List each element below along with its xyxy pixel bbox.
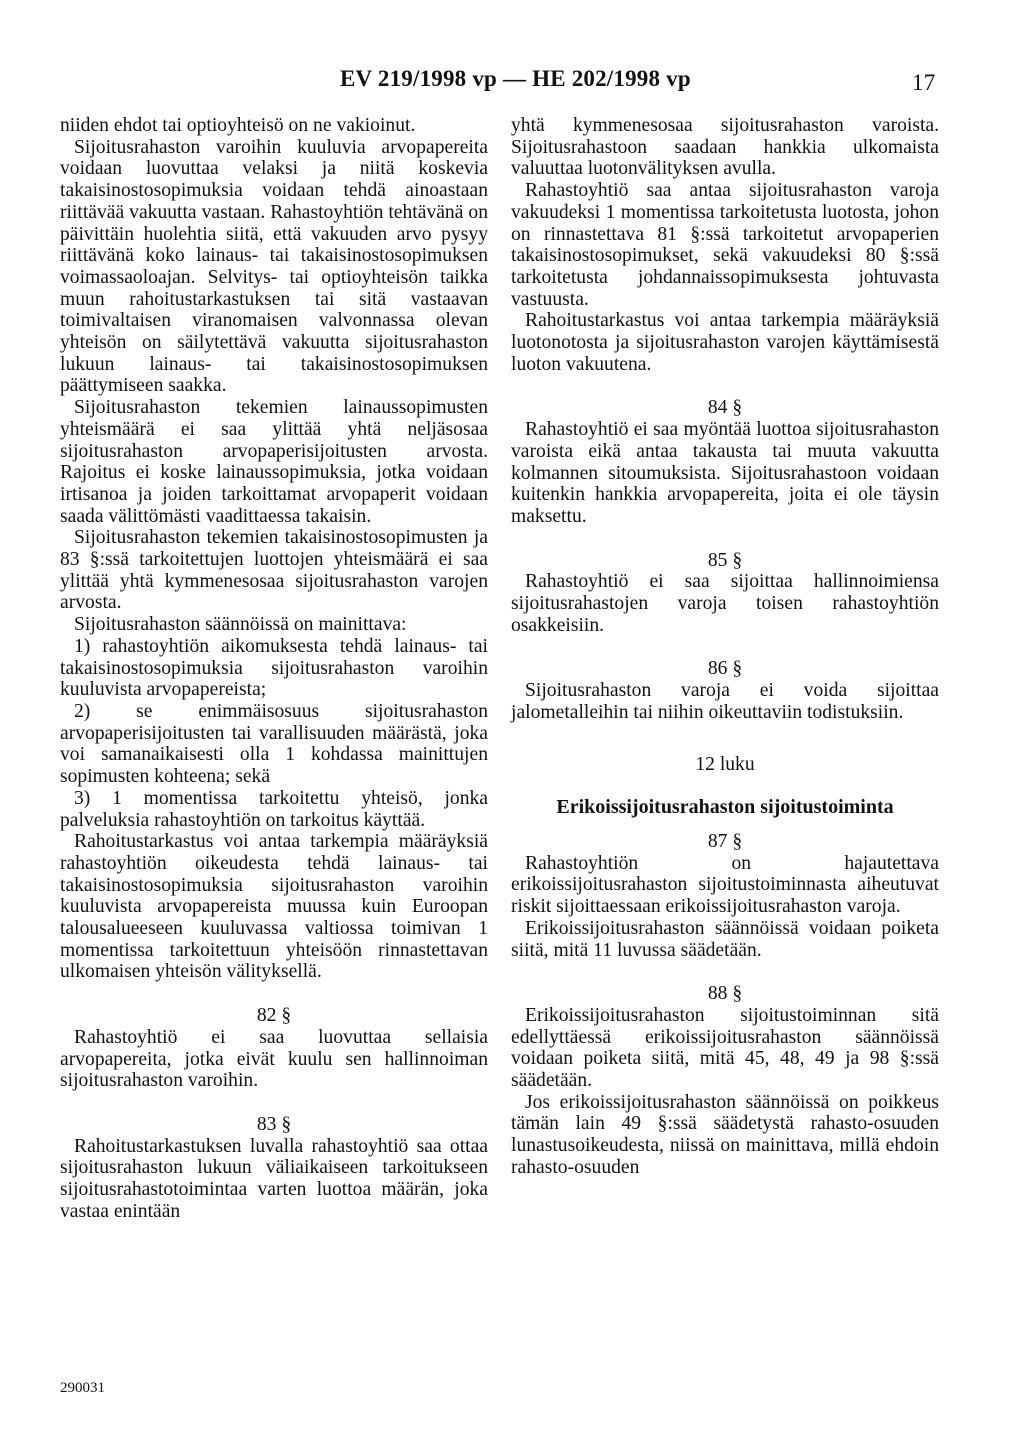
paragraph: Rahastoyhtiön on hajautettava erikoissijoitusrahaston sijoitustoiminnasta aiheutuvat riskit sijoittaessaan erikoissijoitusrahaston varoja. bbox=[511, 852, 939, 918]
list-item: 3) 1 momentissa tarkoitettu yhteisö, jonka palveluksia rahastoyhtiön on tarkoitus käyttää. bbox=[60, 787, 488, 831]
document-title: EV 219/1998 vp — HE 202/1998 vp bbox=[340, 66, 691, 91]
paragraph: Rahastoyhtiö ei saa myöntää luottoa sijoitusrahaston varoista eikä antaa takausta tai muuta vakuutta kolmannen sitoumuksista. Sijoitusrahastoon voidaan kuitenkin hankkia arvopapereita, joita ei ole täysin maksettu. bbox=[511, 419, 939, 527]
chapter-title: Erikoissijoitusrahaston sijoitustoiminta bbox=[556, 796, 894, 819]
right-column bbox=[511, 115, 939, 1179]
section-heading: 85 § bbox=[707, 549, 743, 571]
paragraph: Rahastoyhtiö ei saa luovuttaa sellaisia arvopapereita, jotka eivät kuulu sen hallinnoiman sijoitusrahaston varoihin. bbox=[60, 1026, 488, 1092]
paragraph: Rahastoyhtiö saa antaa sijoitusrahaston varoja vakuudeksi 1 momentissa tarkoitetusta luotosta, johon on rinnastettava 81 §:ssä tarkoitetut arvopaperien takaisinostosopimukset, sekä vakuudeksi 80 §:ssä tarkoitetusta johdannaissopimuksesta johtuvasta vastuusta. bbox=[511, 180, 939, 310]
paragraph: Erikoissijoitusrahaston säännöissä voidaan poiketa siitä, mitä 11 luvussa säädetään. bbox=[511, 917, 939, 961]
paragraph: Rahoitustarkastuksen luvalla rahastoyhtiö saa ottaa sijoitusrahaston lukuun väliaikaiseen tarkoitukseen sijoitusrahastotoimintaa varten luottoa määrän, joka vastaa enintään bbox=[60, 1135, 488, 1222]
paragraph: Sijoitusrahaston tekemien takaisinostosopimusten ja 83 §:ssä tarkoitettujen luottojen yhteismäärä ei saa ylittää yhtä kymmenesosaa sijoitusrahaston varojen arvosta. bbox=[60, 527, 488, 614]
section-heading: 88 § bbox=[707, 983, 743, 1005]
section-heading: 82 § bbox=[256, 1005, 292, 1027]
chapter-number: 12 luku bbox=[695, 753, 755, 775]
paragraph: Sijoitusrahaston säännöissä on mainittava: bbox=[74, 614, 407, 636]
paragraph: Jos erikoissijoitusrahaston säännöissä on poikkeus tämän lain 49 §:ssä säädetystä rahasto-osuuden lunastusoikeudesta, niissä on mainittava, millä ehdoin rahasto-osuuden bbox=[511, 1091, 939, 1178]
section-heading: 84 § bbox=[707, 397, 743, 419]
left-column bbox=[60, 115, 488, 1222]
paragraph: yhtä kymmenesosaa sijoitusrahaston varoista. Sijoitusrahastoon saadaan hankkia ulkomaista valuuttaa luotonvälityksen avulla. bbox=[511, 115, 939, 180]
paragraph: Sijoitusrahaston varoja ei voida sijoittaa jalometalleihin tai niihin oikeuttaviin todistuksiin. bbox=[511, 680, 939, 723]
list-item: 2) se enimmäisosuus sijoitusrahaston arvopaperisijoitusten tai varallisuuden määrästä, joka voi samanaikaisesti olla 1 kohdassa mainittujen sopimusten kohteena; sekä bbox=[60, 700, 488, 788]
section-heading: 87 § bbox=[707, 830, 743, 852]
page-number: 17 bbox=[912, 70, 936, 95]
section-heading: 86 § bbox=[707, 658, 743, 680]
paragraph: niiden ehdot tai optioyhteisö on ne vakioinut. bbox=[60, 115, 416, 136]
paragraph: Rahastoyhtiö ei saa sijoittaa hallinnoimiensa sijoitusrahastojen varoja toisen rahastoyhtiön osakkeisiin. bbox=[511, 571, 939, 636]
paragraph: Erikoissijoitusrahaston sijoitustoiminnan sitä edellyttäessä erikoissijoitusrahaston säännöissä voidaan poiketa siitä, mitä 45, 48, 49 ja 98 §:ssä säädetään. bbox=[511, 1004, 939, 1092]
print-code: 290031 bbox=[60, 1380, 105, 1396]
section-heading: 83 § bbox=[256, 1113, 292, 1135]
paragraph: Rahoitustarkastus voi antaa tarkempia määräyksiä rahastoyhtiön oikeudesta tehdä lainaus- tai takaisinostosopimuksia sijoitusrahaston varoihin kuuluvista arvopapereista muussa kuin Euroopan talousalueeseen kuuluvassa valtiossa toimivan 1 momentissa tarkoitettuun yhteisöön rinnastettavan ulkomaisen yhteisön välityksellä. bbox=[60, 831, 488, 983]
paragraph: Sijoitusrahaston varoihin kuuluvia arvopapereita voidaan luovuttaa velaksi ja niitä koskevia takaisinostosopimuksia voidaan tehdä ainoastaan riittävää vakuutta vastaan. Rahastoyhtiön tehtävänä on päivittäin huolehtia siitä, että vakuuden arvo pysyy riittävänä koko lainaus- tai takaisinostosopimuksen voimassaoloajan. Selvitys- tai optioyhteisön taikka muun rahoitustarkastuksen tai sitä vastaavan toimivaltaisen viranomaisen valvonnassa olevan yhteisön on säilytettävä vakuutta sijoitusrahaston lukuun lainaus- tai takaisinostosopimuksen päättymiseen saakka. bbox=[60, 136, 488, 397]
paragraph: Sijoitusrahaston tekemien lainaussopimusten yhteismäärä ei saa ylittää yhtä neljäsosaa sijoitusrahaston arvopaperisijoitusten arvosta. Rajoitus ei koske lainaussopimuksia, jotka voidaan irtisanoa ja joiden tarkoittamat arvopaperit voidaan saada välittömästi vaadittaessa takaisin. bbox=[60, 397, 488, 527]
paragraph: Rahoitustarkastus voi antaa tarkempia määräyksiä luotonotosta ja sijoitusrahaston varojen käyttämisestä luoton vakuutena. bbox=[511, 310, 939, 375]
list-item: 1) rahastoyhtiön aikomuksesta tehdä lainaus- tai takaisinostosopimuksia sijoitusrahaston varoihin kuuluvista arvopapereista; bbox=[60, 635, 488, 701]
